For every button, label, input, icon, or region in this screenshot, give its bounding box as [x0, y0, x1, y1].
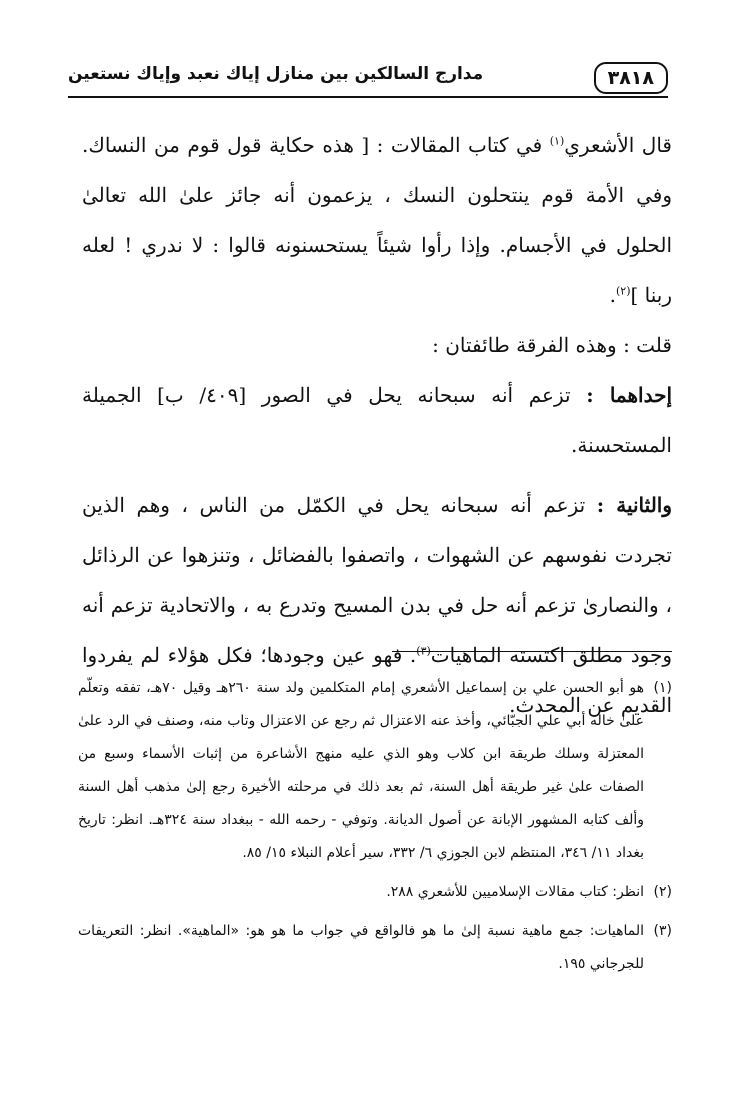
- paragraph-label: إحداهما :: [586, 383, 672, 407]
- footnote-text: هو أبو الحسن علي بن إسماعيل الأشعري إمام المتكلمين ولد سنة ٢٦٠هـ وقيل ٧٠هـ، تفقه وتعلّم علىٰ خاله أبي علي الجبّائي، وأخذ عنه الاعتزال ثم رجع عن الاعتزال وتاب منه، وصنف في الرد علىٰ المعتزلة وسلك طريقة ابن كلاب وهو الذي عليه منهج الأشاعرة من إثبات الأسماء وسبع من الصفات علىٰ غير طريقة أهل السنة، ثم بعد ذلك في مرحلته الأخيرة رجع إلىٰ مذهب أهل السنة وألف كتابه المشهور الإبانة عن أصول الديانة. وتوفي - رحمه الله - ببغداد سنة ٣٢٤هـ. انظر: تاريخ بغداد ١١/ ٣٤٦، المنتظم لابن الجوزي ٦/ ٣٣٢، سير أعلام النبلاء ١٥/ ٨٥.: [78, 680, 645, 861]
- paragraph-label: والثانية :: [596, 493, 672, 517]
- text-run: في كتاب المقالات : [ هذه حكاية قول قوم من النساك. وفي الأمة قوم ينتحلون النسك ، يزعمون أنه جائز علىٰ الله تعالىٰ الحلول في الأجسام. وإذا رأوا شيئاً يستحسنونه قالوا : لا ندري ! لعله ربنا ]: [82, 133, 672, 307]
- footnote: [78, 915, 672, 981]
- footnote-ref: (٢): [615, 284, 631, 298]
- text-run: تزعم أنه سبحانه يحل في الصور [٤٠٩/ ب] الجميلة المستحسنة.: [82, 383, 672, 457]
- page-header: [68, 52, 668, 98]
- text-run: .: [609, 283, 616, 307]
- footnotes: [78, 672, 672, 987]
- paragraph-quote: [82, 120, 672, 320]
- footnote-text: انظر: كتاب مقالات الإسلاميين للأشعري ٢٨٨.: [386, 884, 644, 900]
- footnote-ref: (٣): [416, 644, 431, 658]
- paragraph-first-sect: [82, 370, 672, 470]
- footnote: [78, 876, 672, 909]
- main-text: [82, 120, 672, 730]
- text-run: . فهو عين وجودها؛ فكل هؤلاء لم يفردوا القديم عن المحدث.: [82, 643, 672, 717]
- footnote-ref: (١): [549, 134, 565, 148]
- footnote-number: (١): [653, 680, 672, 696]
- footnote-text: الماهيات: جمع ماهية نسبة إلىٰ ما هو فالواقع في جواب ما هو هو: «الماهية». انظر: التعريفات للجرجاني ١٩٥.: [78, 923, 644, 972]
- running-title: مدارج السالكين بين منازل إياك نعبد وإياك نستعين: [68, 64, 484, 84]
- page-number: ٣٨١٨: [594, 62, 668, 94]
- footnote: [78, 672, 672, 870]
- footnote-separator: [392, 651, 672, 652]
- text-run: قلت : وهذه الفرقة طائفتان :: [432, 333, 672, 357]
- text-run: قال الأشعري: [564, 133, 672, 157]
- footnote-number: (٢): [653, 884, 672, 900]
- text-run: تزعم أنه سبحانه يحل في الكمّل من الناس ، وهم الذين تجردت نفوسهم عن الشهوات ، واتصفوا بالفضائل ، وتنزهوا عن الرذائل ، والنصارىٰ تزعم أنه حل في بدن المسيح وتدرع به ، والاتحادية تزعم أنه وجود مطلق اكتسته الماهيات: [82, 493, 673, 667]
- paragraph-intro: [82, 320, 672, 370]
- footnote-number: (٣): [653, 923, 672, 939]
